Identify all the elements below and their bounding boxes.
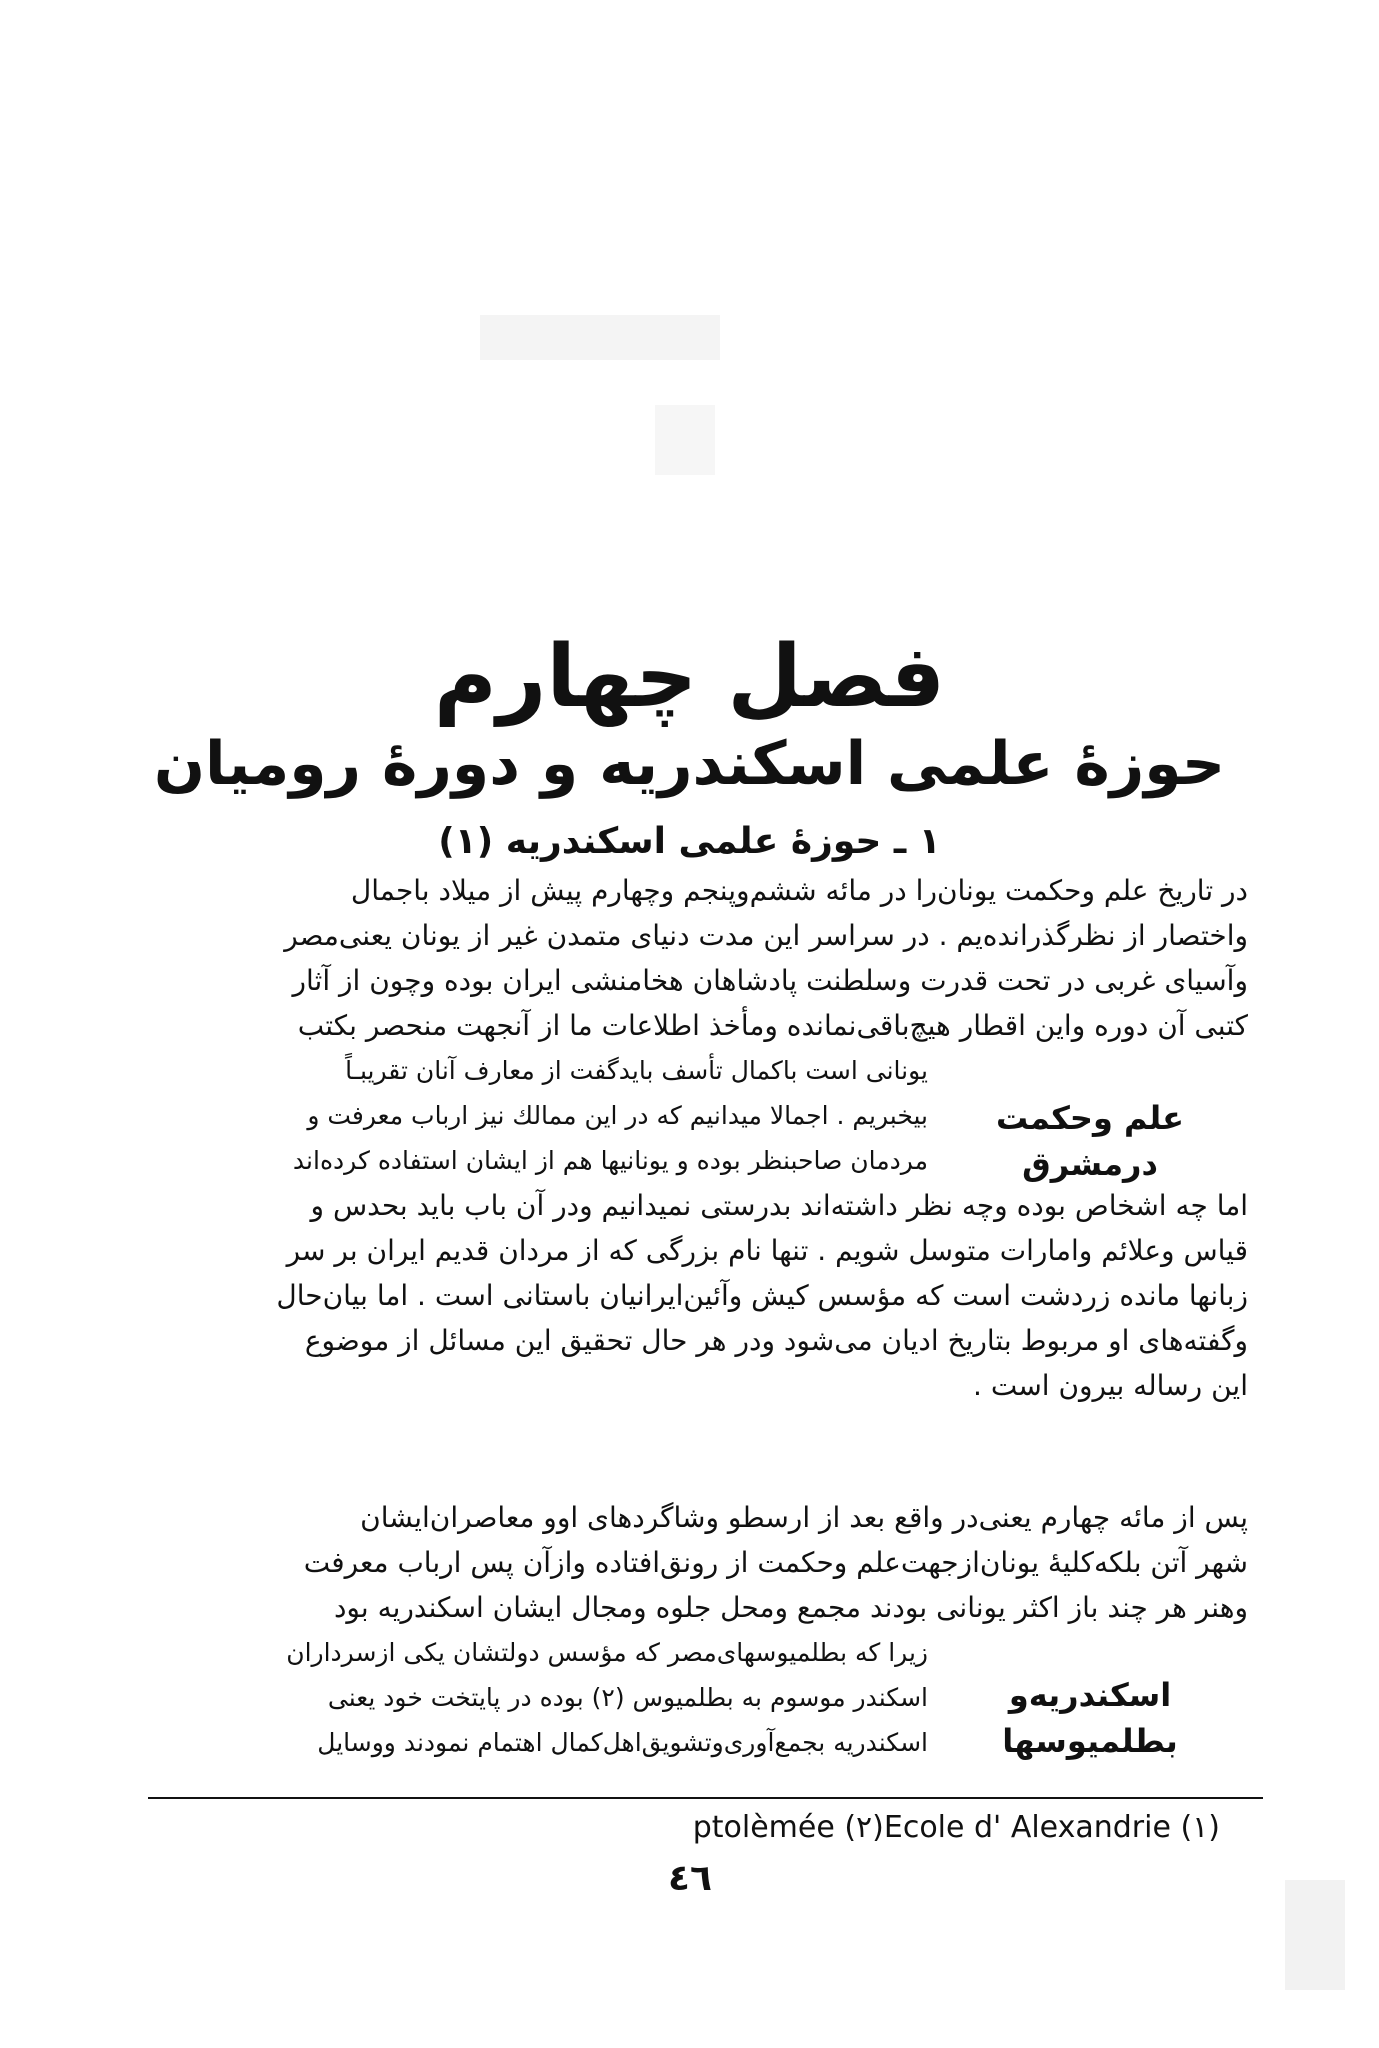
chapter-title: فصل چهارم bbox=[433, 627, 946, 727]
text-line: بیخبریم . اجمالا میدانیم که در این ممالك نیز ارباب معرفت و bbox=[307, 1101, 928, 1130]
text-line: واختصار از نظرگذرانده‌یم . در سراسر این مدت دنیای متمدن غیر از یونان یعنی‌مصر bbox=[284, 919, 1248, 952]
section-heading: ۱ ـ حوزهٔ علمی اسکندریه (۱) bbox=[438, 821, 941, 862]
text-line: اما چه اشخاص بوده وچه نظر داشته‌اند بدرستی نمیدانیم ودر آن باب باید بحدس و bbox=[310, 1189, 1248, 1222]
text-line: اسکندریه بجمع‌آوری‌وتشویق‌اهل‌کمال اهتمام نمودند ووسایل bbox=[317, 1728, 928, 1757]
text-line: زبانها مانده زردشت است که مؤسس کیش وآئین‌ایرانیان باستانی است . اما بیان‌حال bbox=[276, 1279, 1248, 1312]
footnote-divider bbox=[148, 1797, 1263, 1799]
text-line: کتبی آن دوره واین اقطار هیچ‌باقی‌نمانده ومأخذ اطلاعات ما از آنجهت منحصر بکتب bbox=[297, 1009, 1248, 1042]
margin-note-line: علم وحکمت bbox=[995, 1099, 1185, 1137]
margin-note-line: بطلمیوسها bbox=[1002, 1722, 1178, 1760]
text-line: اسکندر موسوم به بطلمیوس (۲) بوده در پایتخت خود یعنی bbox=[327, 1683, 928, 1712]
page-number: ٤٦ bbox=[668, 1858, 712, 1899]
text-line: این رساله بیرون است . bbox=[973, 1369, 1248, 1402]
text-line: پس از مائه چهارم یعنی‌در واقع بعد از ارسطو وشاگردهای اوو معاصران‌ایشان bbox=[360, 1501, 1248, 1534]
scan-smudge bbox=[655, 405, 715, 475]
text-line: شهر آتن بلکه‌کلیهٔ یونان‌ازجهت‌علم وحکمت از رونق‌افتاده وازآن پس ارباب معرفت bbox=[303, 1546, 1248, 1579]
text-line: وهنر هر چند باز اکثر یونانی بودند مجمع ومحل جلوه ومجال ایشان اسکندریه بود bbox=[333, 1591, 1248, 1624]
scan-smudge bbox=[480, 315, 720, 360]
text-line: وآسیای غربی در تحت قدرت وسلطنت پادشاهان هخامنشی ایران بوده وچون از آثار bbox=[292, 964, 1248, 997]
paragraph-1-narrow bbox=[148, 1048, 928, 1183]
margin-note-line: درمشرق bbox=[1022, 1145, 1158, 1183]
text-line: وگفته‌های او مربوط بتاریخ ادیان می‌شود ودر هر حال تحقیق این مسائل از موضوع bbox=[304, 1324, 1248, 1357]
paragraph-2 bbox=[148, 1495, 1248, 1630]
margin-note-science-east bbox=[985, 1095, 1195, 1187]
text-line: در تاریخ علم وحکمت یونان‌را در مائه ششم‌وپنجم وچهارم پیش از میلاد باجمال bbox=[350, 874, 1248, 907]
paragraph-1 bbox=[148, 868, 1248, 1048]
chapter-subtitle: حوزهٔ علمی اسکندریه و دورهٔ رومیان bbox=[153, 729, 1226, 799]
text-line: یونانی است باکمال تأسف باید‌گفت از معارف آنان تقریبـاً bbox=[345, 1056, 928, 1085]
margin-note-line: اسکندریه‌و bbox=[1008, 1676, 1172, 1714]
text-line: زیرا که بطلمیوسهای‌مصر که مؤسس دولتشان یکی ازسرداران bbox=[286, 1638, 928, 1667]
paragraph-1-continued bbox=[148, 1183, 1248, 1408]
scan-smudge bbox=[1285, 1880, 1345, 1990]
paragraph-2-narrow bbox=[148, 1630, 928, 1765]
text-line: قیاس وعلائم وامارات متوسل شویم . تنها نام بزرگی که از مردان قدیم ایران بر سر bbox=[286, 1234, 1248, 1267]
footnotes: ptolèmée (۲)Ecole d' Alexandrie (۱) bbox=[692, 1810, 1220, 1845]
text-line: مردمان صاحبنظر بوده و یونانیها هم از ایشان استفاده کرده‌اند bbox=[292, 1146, 928, 1175]
margin-note-alexandria-ptolemies bbox=[985, 1672, 1195, 1764]
